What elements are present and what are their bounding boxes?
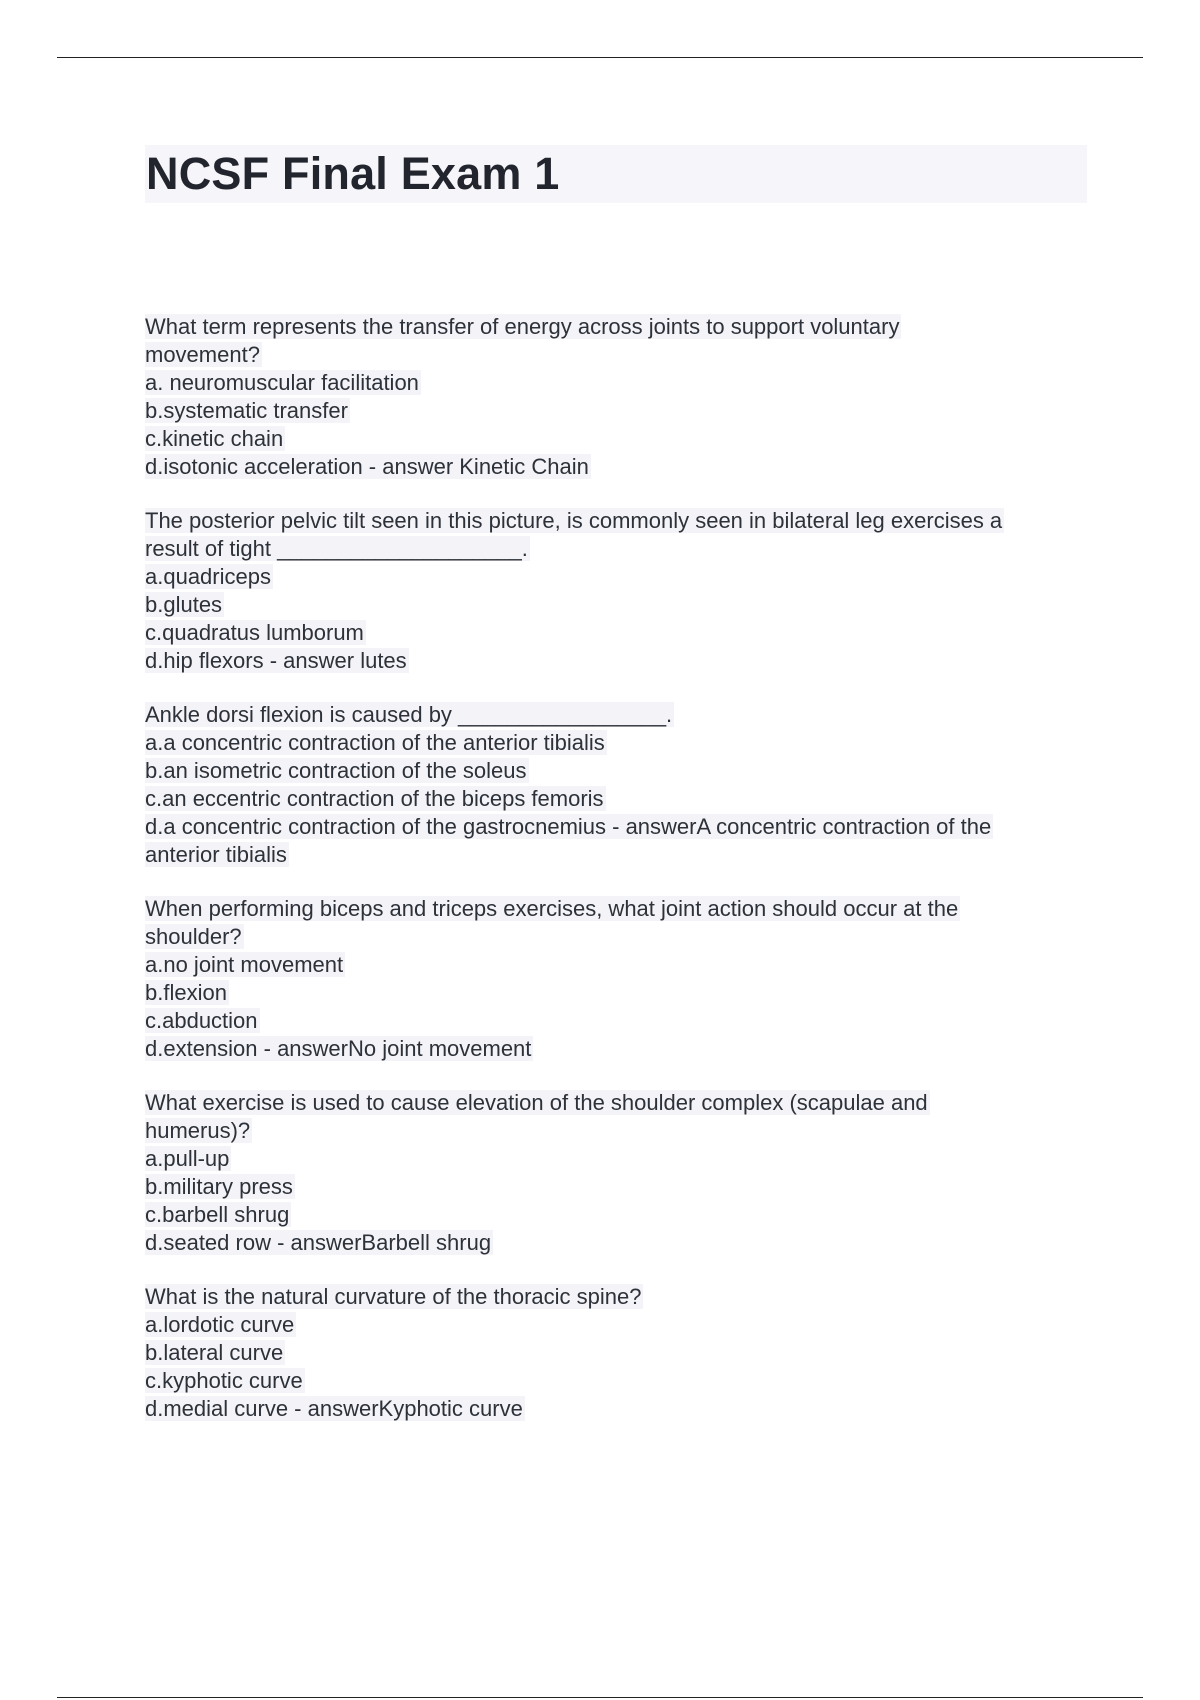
question-block [145, 1089, 1090, 1257]
answer-option: b.lateral curve [145, 1340, 284, 1365]
answer-option: a. neuromuscular facilitation [145, 370, 419, 395]
answer-option: b.glutes [145, 592, 223, 617]
question-text-line: movement? [145, 342, 260, 367]
answer-option-with-key: d.hip flexors - answer lutes [145, 648, 407, 673]
answer-option: c.kyphotic curve [145, 1368, 303, 1393]
question-text-line: What term represents the transfer of energy across joints to support voluntary [145, 314, 900, 339]
question-text-line: Ankle dorsi flexion is caused by _________________. [145, 702, 673, 727]
answer-option: c.kinetic chain [145, 426, 284, 451]
footer-divider [57, 1697, 1143, 1698]
answer-option: a.no joint movement [145, 952, 344, 977]
answer-option: b.flexion [145, 980, 227, 1005]
answer-key-continuation: anterior tibialis [145, 842, 287, 867]
answer-option: a.a concentric contraction of the anterior tibialis [145, 730, 605, 755]
question-text-line: What is the natural curvature of the thoracic spine? [145, 1284, 642, 1309]
question-block [145, 895, 1090, 1063]
answer-option: b.an isometric contraction of the soleus [145, 758, 527, 783]
question-block [145, 313, 1090, 481]
document-title: NCSF Final Exam 1 [146, 148, 560, 199]
question-list [145, 313, 1090, 1449]
answer-option: b.military press [145, 1174, 293, 1199]
answer-option-with-key: d.isotonic acceleration - answer Kinetic Chain [145, 454, 589, 479]
question-text-line: shoulder? [145, 924, 242, 949]
answer-option-with-key: d.extension - answerNo joint movement [145, 1036, 532, 1061]
question-block [145, 701, 1090, 869]
answer-option: a.pull-up [145, 1146, 230, 1171]
question-text-line: result of tight ____________________. [145, 536, 528, 561]
answer-option: c.an eccentric contraction of the biceps femoris [145, 786, 604, 811]
answer-option: b.systematic transfer [145, 398, 348, 423]
question-text-line: humerus)? [145, 1118, 251, 1143]
answer-option: c.barbell shrug [145, 1202, 290, 1227]
answer-option: c.quadratus lumborum [145, 620, 364, 645]
question-text-line: What exercise is used to cause elevation of the shoulder complex (scapulae and [145, 1090, 928, 1115]
answer-option: c.abduction [145, 1008, 258, 1033]
answer-option-with-key: d.seated row - answerBarbell shrug [145, 1230, 492, 1255]
answer-option-with-key: d.medial curve - answerKyphotic curve [145, 1396, 523, 1421]
answer-option: a.quadriceps [145, 564, 271, 589]
question-block [145, 507, 1090, 675]
question-text-line: When performing biceps and triceps exercises, what joint action should occur at the [145, 896, 959, 921]
question-block [145, 1283, 1090, 1423]
answer-option: a.lordotic curve [145, 1312, 295, 1337]
answer-option-with-key: d.a concentric contraction of the gastrocnemius - answerA concentric contraction of the [145, 814, 992, 839]
header-divider [57, 57, 1143, 58]
question-text-line: The posterior pelvic tilt seen in this picture, is commonly seen in bilateral leg exercises a [145, 508, 1003, 533]
